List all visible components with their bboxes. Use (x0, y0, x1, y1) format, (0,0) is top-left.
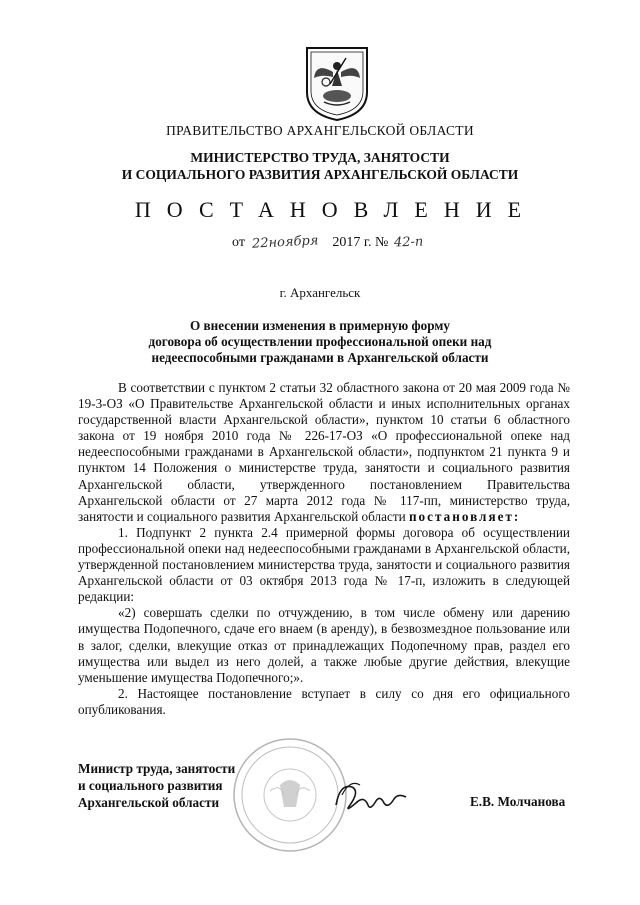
coat-of-arms-icon (302, 44, 372, 122)
preamble-paragraph (78, 380, 570, 525)
subject-line-1: О внесении изменения в примерную форму (190, 318, 450, 333)
ministry-line-2: И СОЦИАЛЬНОГО РАЗВИТИЯ АРХАНГЕЛЬСКОЙ ОБЛАСТИ (121, 167, 519, 182)
handwritten-date: 22ноября (252, 233, 320, 252)
decree-keyword: постановляет: (408, 508, 521, 524)
document-body (78, 380, 570, 718)
document-subject (0, 318, 640, 366)
year-and-number-label: 2017 г. № (332, 235, 389, 250)
handwritten-signature-icon (330, 775, 410, 820)
preamble-text: В соответствии с пунктом 2 статьи 32 областного закона от 20 мая 2009 года № 19-3-ОЗ «О Правительстве Архангельской области и иных исполнительных органах государственной власти Архангельской области», пунктом 10 статьи 6 областного закона от 19 ноября 2010 года № 226-17-ОЗ «О профессиональной опеке над недееспособными гражданами в Архангельской области», подпунктом 21 пункта 9 и пунктом 14 Положения о министерстве труда, занятости и социального развития Архангельской области, утвержденного постановлением Правительства Архангельской области от 27 марта 2012 года № 117-пп, министерство труда, занятости и социального развития Архангельской области (78, 380, 570, 524)
clause-2-paragraph: 2. Настоящее постановление вступает в силу со дня его официального опубликования. (78, 685, 570, 717)
clause-1-paragraph: 1. Подпункт 2 пункта 2.4 примерной формы договора об осуществлении профессиональной опеки над недееспособными гражданами в Архангельской области, утвержденной постановлением министерства труда, занятости и социального развития Архангельской области от 03 октября 2013 года № 17-п, изложить в следующей редакции: (78, 524, 570, 605)
subject-line-3: недееспособными гражданами в Архангельской области (151, 350, 489, 365)
date-number-line (232, 235, 532, 259)
signatory-title-line-3: Архангельской области (78, 795, 220, 810)
ministry-line-1: МИНИСТЕРСТВО ТРУДА, ЗАНЯТОСТИ (190, 150, 450, 165)
government-name: ПРАВИТЕЛЬСТВО АРХАНГЕЛЬСКОЙ ОБЛАСТИ (166, 123, 474, 138)
clause-1-new-text: «2) совершать сделки по отчуждению, в том числе обмену или дарению имущества Подопечного, сдаче его внаем (в аренду), в безвозмездное пользование или в залог, сделки, влекущие отказ от принадлежащих Подопечному прав, раздел его имущества или выдел из него долей, а также любые другие действия, влекущие уменьшение имущества Подопечного;». (78, 605, 570, 685)
ministry-name (0, 149, 640, 183)
signatory-title (78, 760, 235, 811)
signatory-title-line-2: и социального развития (78, 778, 223, 793)
handwritten-number: 42-п (393, 234, 424, 251)
signatory-name: Е.В. Молчанова (470, 794, 566, 809)
subject-line-2: договора об осуществлении профессиональной опеки над (148, 334, 492, 349)
signatory-title-line-1: Министр труда, занятости (78, 761, 236, 776)
document-type-title: ПОСТАНОВЛЕНИЕ (134, 197, 538, 222)
date-prefix: от (232, 235, 245, 250)
city-name: г. Архангельск (279, 285, 361, 300)
